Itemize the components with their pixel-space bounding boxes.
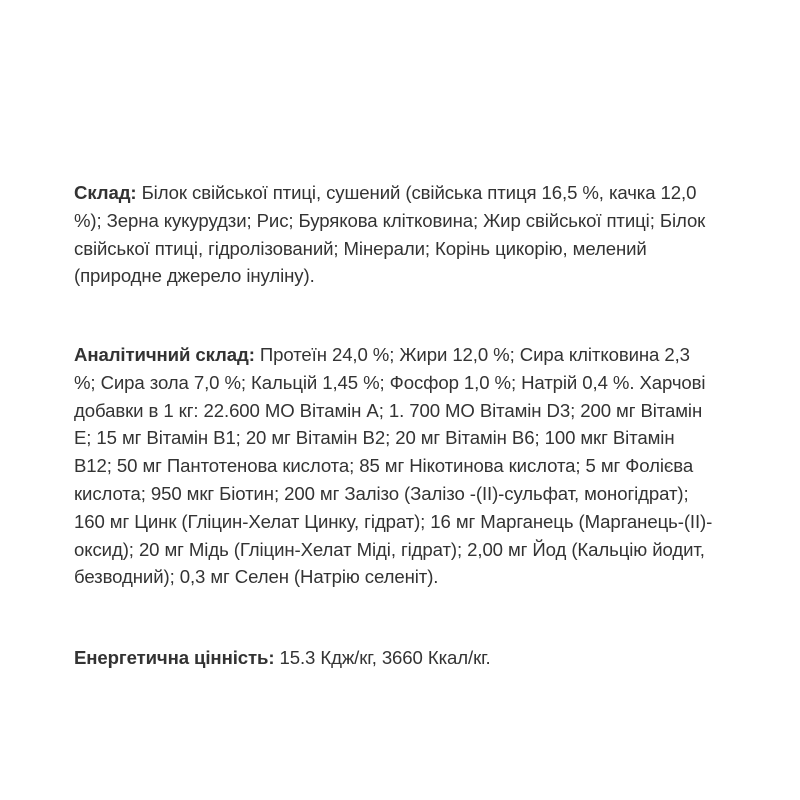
composition-paragraph [74, 179, 714, 290]
energy-value-paragraph [74, 644, 714, 672]
energy-value-text: 15.3 Кдж/кг, 3660 Ккал/кг. [274, 647, 491, 668]
composition-text: Білок свійської птиці, сушений (свійська птиця 16,5 %, качка 12,0 %); Зерна кукурудзи; Рис; Бурякова клітковина; Жир свійської птиці; Білок свійської птиці, гідролізований; Мінерали; Корінь цикорію, мелений (природне джерело інуліну). [74, 182, 706, 287]
composition-label: Склад: [74, 182, 137, 203]
analytical-composition-text: Протеїн 24,0 %; Жири 12,0 %; Сира клітковина 2,3 %; Сира зола 7,0 %; Кальцій 1,45 %; Фосфор 1,0 %; Натрій 0,4 %. Харчові добавки в 1 кг: 22.600 МО Вітамін А; 1. 700 МО Вітамін D3; 200 мг Вітамін Е; 15 мг Вітамін В1; 20 мг Вітамін В2; 20 мг Вітамін В6; 100 мкг Вітамін В12; 50 мг Пантотенова кислота; 85 мг Нікотинова кислота; 5 мг Фолієва кислота; 950 мкг Біотин; 200 мг Залізо (Залізо -(II)-сульфат, моногідрат); 160 мг Цинк (Гліцин-Хелат Цинку, гідрат); 16 мг Марганець (Марганець-(II)-оксид); 20 мг Мідь (Гліцин-Хелат Міді, гідрат); 2,00 мг Йод (Кальцію йодит, безводний); 0,3 мг Селен (Натрію селеніт). [74, 344, 713, 588]
energy-value-label: Енергетична цінність: [74, 647, 275, 668]
analytical-composition-paragraph [74, 341, 714, 591]
analytical-composition-label: Аналітичний склад: [74, 344, 255, 365]
